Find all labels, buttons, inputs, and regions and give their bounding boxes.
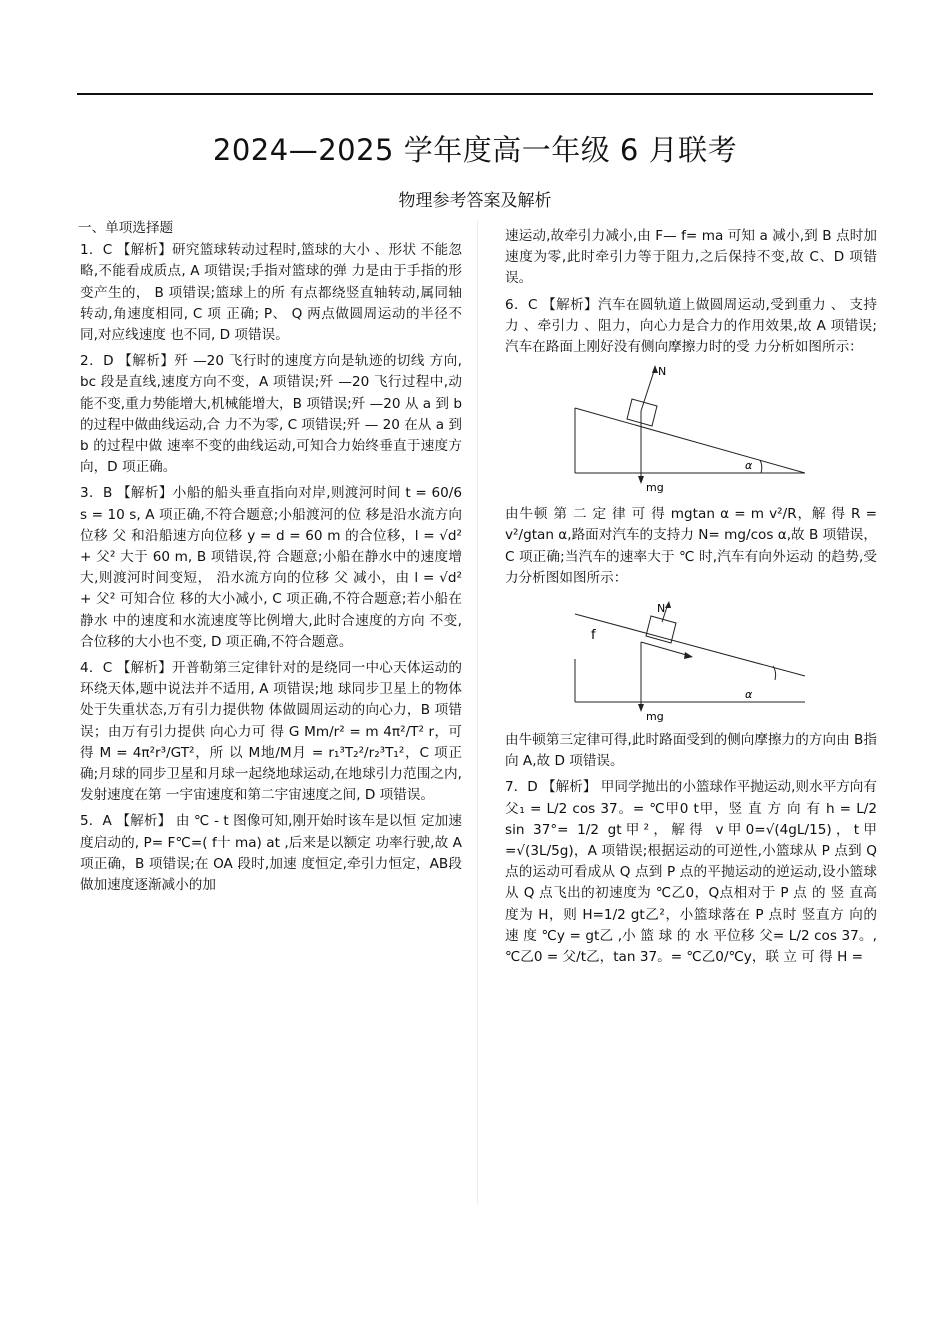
section-heading: 一、单项选择题	[78, 220, 174, 236]
answer-2: 2．D 【解析】歼 —20 飞行时的速度方向是轨迹的切线 方向, bc 段是直线,速度方向不变，A 项错误;歼 —20 飞行过程中,动能不变,重力势能增大,机械能增大，B 项错误;歼 —20 从 a 到 b 的过程中做曲线运动,合 力不为零, C 项错误;歼 — 20 在从 a 到 b 的过程中做 速率不变的曲线运动,可知合力始终垂直于速度方 向，D 项正确。	[80, 353, 462, 476]
top-rule	[77, 93, 873, 95]
column-divider	[477, 220, 478, 1205]
answer-1: 1．C 【解析】研究篮球转动过程时,篮球的大小 、形状 不能忽略,不能看成质点, A 项错误;手指对篮球的弹 力是由于手指的形变产生的， B 项错误;篮球上的所 有点都绕竖直轴转动,属同轴转动,角速度相同, C 项 正确; P、 Q 两点做圆周运动的半径不同,对应线速度 也不同, D 项错误。	[80, 242, 462, 344]
angle-label: α	[745, 459, 753, 473]
answer-7: 7．D 【解析】 甲同学抛出的小篮球作平抛运动,则水平方向有 父₁ = L/2 cos 37。= ℃甲0 t甲，竖 直 方 向 有 h = L/2 sin 37°= 1/2 gt甲²，解得 v甲0=√(4gL/15)，t甲=√(3L/5g)，A 项错误;根据运动的可逆性,小篮球从 P 点到 Q 点的运动可看成从 Q 点到 P 点的平抛运动的逆运动,设小篮球从 Q 点飞出的初速度为 ℃乙0，Q点相对于 P 点 的 竖 直高度为 H，则 H=1/2 gt乙²，小篮球落在 P 点时 竖直方 向的 速 度 ℃y = gt乙 ,小 篮 球 的 水 平位移 父= L/2 cos 37。, ℃乙0 = 父/t乙，tan 37。= ℃乙0/℃y，联 立 可 得 H =	[505, 779, 877, 966]
friction-label: f	[591, 628, 596, 644]
answer-6-part-a: 6．C 【解析】汽车在圆轨道上做圆周运动,受到重力 、 支持力 、牵引力 、阻力，向心力是合力的作用效果,故 A 项错误;汽车在路面上刚好没有侧向摩擦力时的受 力分析如图所示：	[505, 296, 877, 356]
answer-5-continued: 速运动,故牵引力减小,由 F— f= ma 可知 a 减小,到 B 点时加速度为零,此时牵引力等于阻力,之后保持不变,故 C、D 项错误。	[505, 228, 877, 287]
answer-6-part-c: 由牛顿第三定律可得,此时路面受到的侧向摩擦力的方向由 B指向 A,故 D 项错误。	[505, 732, 877, 770]
answer-5: 5．A 【解析】 由 ℃ - t 图像可知,刚开始时该车是以恒 定加速度启动的, P= F℃=( f十 ma) at ,后来是以额定 功率行驶,故 A 项正确，B 项错误;在 OA 段时,加速 度恒定,牵引力恒定，AB段做加速度逐渐减小的加	[80, 813, 462, 894]
angle-label: α	[745, 688, 753, 702]
right-column	[505, 226, 877, 973]
normal-force-label: N	[658, 365, 667, 379]
gravity-label: mg	[646, 481, 664, 495]
page-title: 2024—2025 学年度高一年级 6 月联考	[212, 133, 738, 167]
force-diagram-1	[505, 363, 753, 498]
force-diagram-2	[505, 594, 805, 724]
left-column	[80, 218, 462, 901]
gravity-label: mg	[646, 710, 664, 724]
answer-4: 4．C 【解析】开普勒第三定律针对的是绕同一中心天体运动的环绕天体,题中说法并不适用, A 项错误;地 球同步卫星上的物体处于失重状态,万有引力提供物 体做圆周运动的向心力，B 项错误；由万有引力提供 向心力可 得 G Mm/r² = m 4π²/T² r，可 得 M = 4π²r³/GT²，所 以 M地/M月 = r₁³T₂²/r₂³T₁²，C 项正确;月球的同步卫星和月球一起绕地球运动,在地球引力范围之内,发射速度在第 一宇宙速度和第二宇宙速度之间, D 项错误。	[80, 660, 462, 804]
answer-3: 3．B 【解析】小船的船头垂直指向对岸,则渡河时间 t = 60/6 s = 10 s, A 项正确,不符合题意;小船渡河的位 移是沿水流方向位移 父 和沿船速方向位移 y = d = 60 m 的合位移，l = √d² + 父² 大于 60 m, B 项错误,符 合题意;小船在静水中的速度增大,则渡河时间变短， 沿水流方向的位移 父 减小，由 l = √d² + 父² 可知合位 移的大小减小, C 项正确,不符合题意;若小船在静水 中的速度和水流速度等比例增大,此时合速度的方向 不变,合位移的大小也不变, D 项正确,不符合题意。	[80, 485, 462, 650]
answer-6-part-b: 由牛顿 第 二 定 律 可 得 mgtan α = m v²/R，解 得 R = v²/gtan α,路面对汽车的支持力 N= mg/cos α,故 B 项错误，C 项正确;当汽车的速率大于 ℃ 时,汽车有向外运动 的趋势,受力分析图如图所示：	[505, 506, 877, 586]
page-subtitle: 物理参考答案及解析	[398, 191, 552, 211]
normal-force-label: N	[657, 602, 666, 616]
